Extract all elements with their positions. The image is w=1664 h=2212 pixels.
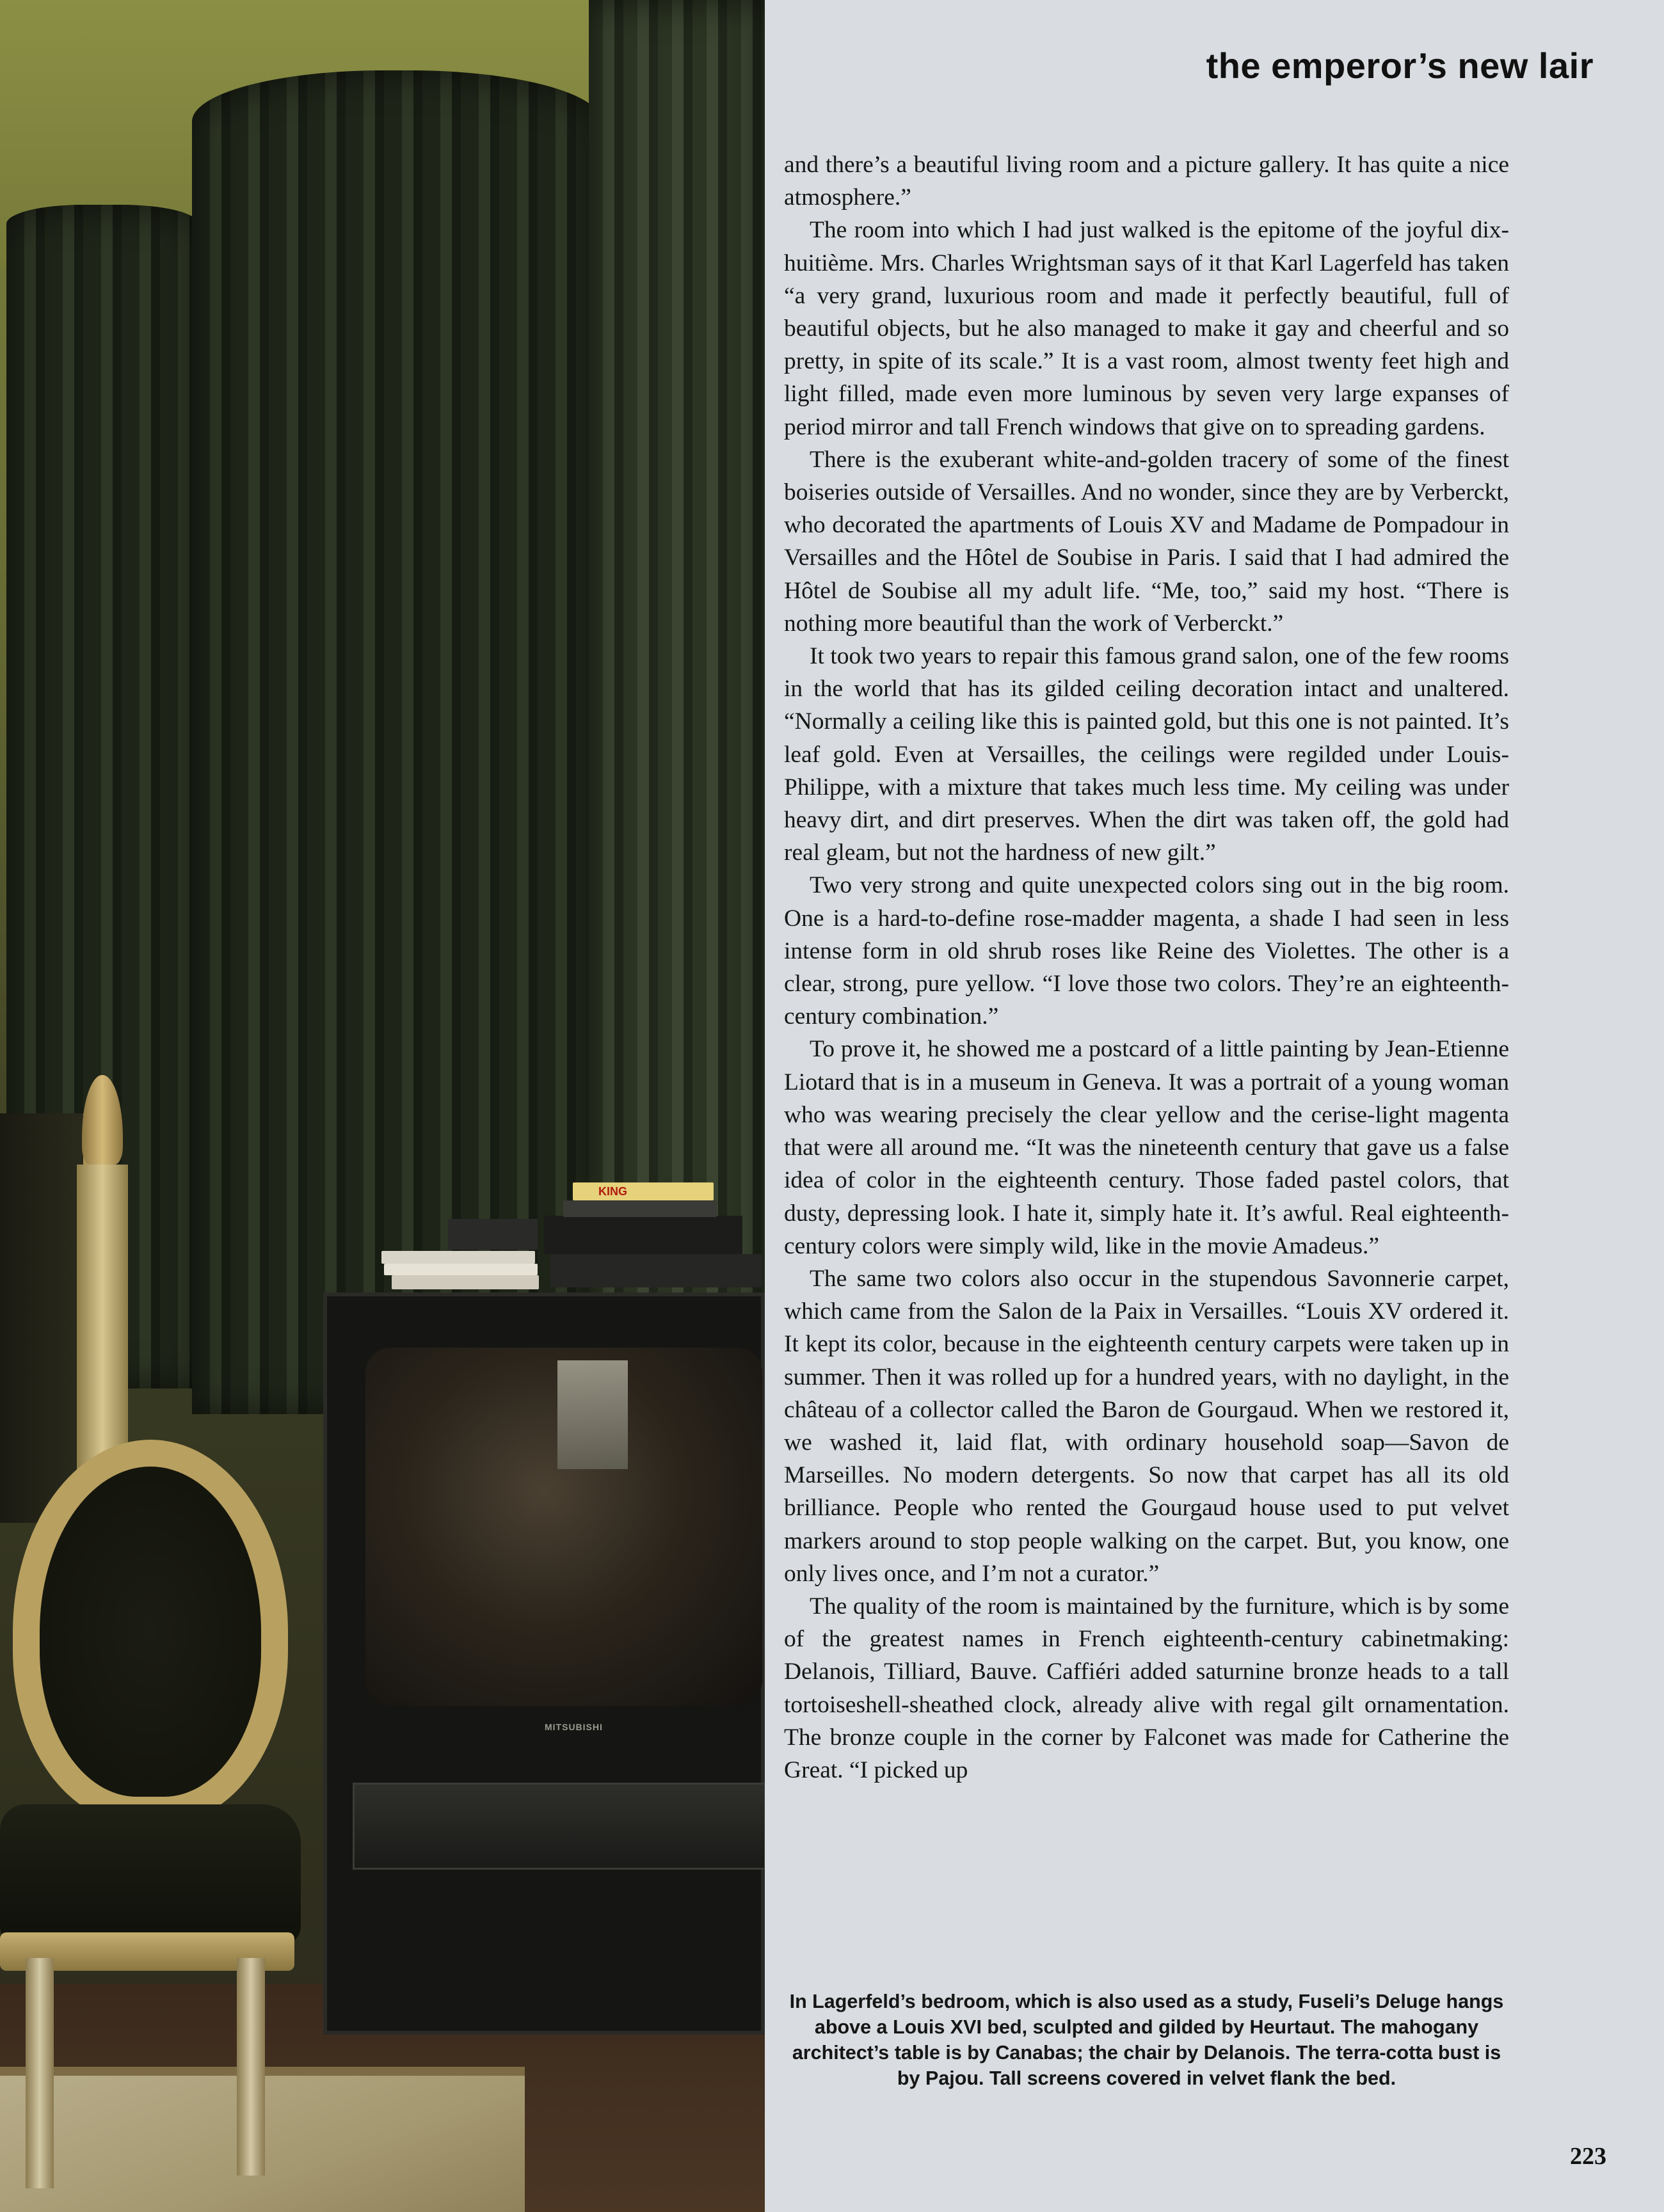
paragraph: To prove it, he showed me a postcard of a little painting by Jean-Etienne Liotard that is in a museum in Geneva. It was a portrait of a young woman who was wearing precisely the clear yellow and the cerise-light magenta that were all around me. “It was the nineteenth century that gave us a false idea of color in the eighteenth century. Those faded pastel colors, that dusty, depressing look. I hate it, simply hate it. It’s awful. Real eighteenth-century colors were simply wild, like in the movie Amadeus.” [784,1036,1509,1259]
book-spine [573,1182,714,1200]
tv-cabinet [323,1293,765,2035]
chair-back [13,1440,288,1824]
book-stack [392,1275,539,1289]
article-body [784,148,1509,1786]
tv-brand-label: MITSUBISHI [545,1722,603,1732]
text-page [765,0,1664,2212]
book-stack [550,1254,762,1287]
velvet-screen-panel [589,0,765,1344]
book-stack [563,1200,717,1217]
paragraph: The quality of the room is maintained by the furniture, which is by some of the greatest names in French eighteenth-century cabinetmaking: Delanois, Tilliard, Bauve. Caffiéri added saturnine bronze heads to a tall tortoiseshell-sheathed clock, already alive with regal gilt ornamentation. The bronze couple in the corner by Falconet was made for Catherine the Great. “I picked up [784,1593,1509,1783]
book-stack [544,1216,742,1254]
videotape [448,1219,538,1250]
vcr-shelf [353,1783,765,1870]
chair-leg [237,1958,265,2176]
paragraph: The room into which I had just walked is the epitome of the joyful dix-huitième. Mrs. Charles Wrightsman says of it that Karl Lagerfeld has taken “a very grand, luxurious room and made it perfectly beautiful, full of beautiful objects, but he also managed to make it gay and cheerful and so pretty, in spite of its scale.” It is a vast room, almost twenty feet high and light filled, made even more luminous by seven very large expanses of period mirror and tall French windows that give on to spreading gardens. [784,217,1509,440]
book-spine-text: KING [598,1185,627,1198]
page-number: 223 [1570,2143,1606,2170]
velvet-screen-panel [192,70,602,1414]
paragraph: It took two years to repair this famous grand salon, one of the few rooms in the world that has its gilded ceiling decoration intact and unaltered. “Normally a ceiling like this is painted gold, but this one is not painted. It’s leaf gold. Even at Versailles, the ceilings were regilded under Louis-Philippe, with a mixture that takes much less time. My ceiling was under heavy dirt, and dirt preserves. When the dirt was taken off, the gold had real gleam, but not the hardness of new gilt.” [784,643,1509,866]
book-stack [384,1264,538,1275]
television-screen [365,1348,762,1706]
chair-seat [0,1804,301,1945]
paragraph: There is the exuberant white-and-golden tracery of some of the finest boiseries outside of Versailles. And no wonder, since they are by Verberckt, who decorated the apartments of Louis XV and Madame de Pompadour in Versailles and the Hôtel de Soubise in Paris. I said that I had admired the Hôtel de Soubise all my adult life. “Me, too,” said my host. “There is nothing more beautiful than the work of Verberckt.” [784,446,1509,637]
interior-photograph [0,0,765,2212]
paragraph: Two very strong and quite unexpected colors sing out in the big room. One is a hard-to-define rose-madder magenta, a shade I had seen in less intense form in old shrub roses like Reine des Violettes. The other is a clear, strong, pure yellow. “I love those two colors. They’re an eighteenth-century combination.” [784,872,1509,1030]
chair-leg [26,1958,54,2188]
photo-caption: In Lagerfeld’s bedroom, which is also used as a study, Fuseli’s Deluge hangs above a Louis XVI bed, sculpted and gilded by Heurtaut. The mahogany architect’s table is by Canabas; the chair by Delanois. The terra-cotta bust is by Pajou. Tall screens covered in velvet flank the bed. [789,1991,1504,2089]
paragraph: and there’s a beautiful living room and a picture gallery. It has quite a nice atmosphere.” [784,152,1509,211]
book-stack [381,1251,535,1264]
running-head: the emperor’s new lair [1206,45,1594,86]
reflected-window [557,1360,628,1469]
paragraph: The same two colors also occur in the stupendous Savonnerie carpet, which came from the Salon de la Paix in Versailles. “Louis XV ordered it. It kept its color, because in the eighteenth century carpets were taken up in summer. Then it was rolled up for a hundred years, with no daylight, in the château of a collector called the Baron de Gourgaud. When we restored it, we washed it, laid flat, with ordinary household soap—Savon de Marseilles. No modern detergents. So now that carpet has all its old brilliance. People who rented the Gourgaud house used to put velvet markers around to stop people walking on the carpet. But, you know, one only lives once, and I’m not a curator.” [784,1265,1509,1587]
